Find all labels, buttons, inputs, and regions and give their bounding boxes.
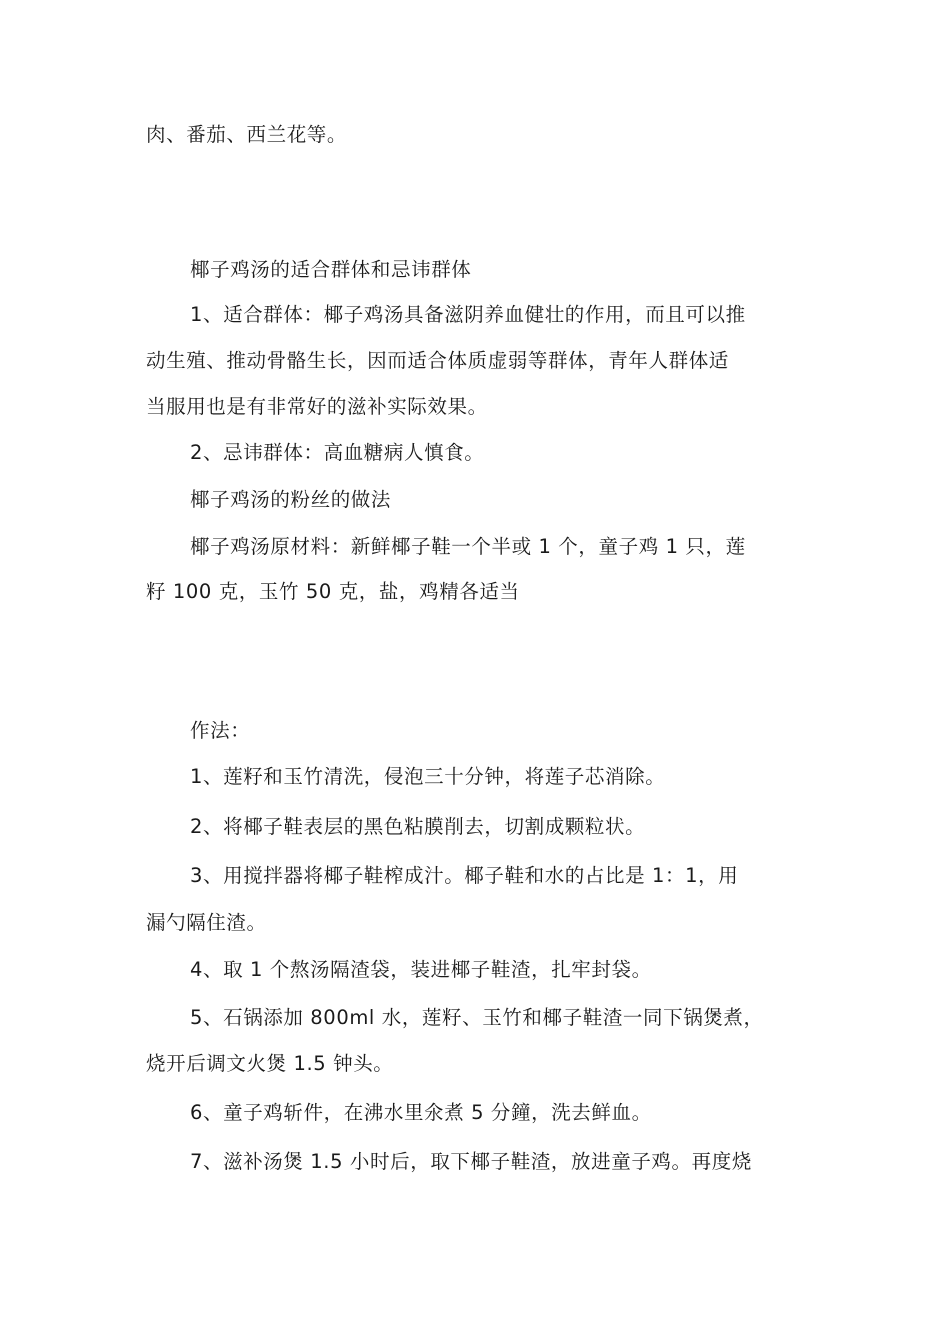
paragraph-line: 籽 100 克，玉竹 50 克，盐，鸡精各适当	[146, 580, 520, 603]
step-line: 3、用搅拌器将椰子鞋榨成汁。椰子鞋和水的占比是 1：1，用	[190, 864, 739, 887]
step-line: 漏勺隔住渣。	[146, 911, 267, 934]
section-heading-recipe: 椰子鸡汤的粉丝的做法	[190, 488, 392, 511]
step-line: 2、将椰子鞋表层的黑色粘膜削去，切割成颗粒状。	[190, 815, 646, 838]
step-line: 6、童子鸡斩件，在沸水里氽煮 5 分鐘，洗去鲜血。	[190, 1101, 652, 1124]
section-heading-method: 作法：	[190, 719, 251, 742]
paragraph-continuation: 肉、番茄、西兰花等。	[146, 123, 348, 146]
paragraph-line: 动生殖、推动骨骼生长，因而适合体质虚弱等群体，青年人群体适	[146, 349, 729, 372]
step-line: 7、滋补汤煲 1.5 小时后，取下椰子鞋渣，放进童子鸡。再度烧	[190, 1150, 752, 1173]
paragraph-line: 当服用也是有非常好的滋补实际效果。	[146, 395, 488, 418]
step-line: 1、莲籽和玉竹清洗，侵泡三十分钟，将莲子芯消除。	[190, 765, 666, 788]
paragraph-line: 椰子鸡汤原材料：新鲜椰子鞋一个半或 1 个，童子鸡 1 只，莲	[190, 535, 746, 558]
section-heading-suitable-groups: 椰子鸡汤的适合群体和忌讳群体	[190, 258, 472, 281]
paragraph-line: 1、适合群体：椰子鸡汤具备滋阴养血健壮的作用，而且可以推	[190, 303, 746, 326]
step-line: 5、石锅添加 800ml 水，莲籽、玉竹和椰子鞋渣一同下锅煲煮，	[190, 1006, 764, 1029]
paragraph-line: 2、忌讳群体：高血糖病人慎食。	[190, 441, 485, 464]
step-line: 烧开后调文火煲 1.5 钟头。	[146, 1052, 394, 1075]
step-line: 4、取 1 个熬汤隔渣袋，装进椰子鞋渣，扎牢封袋。	[190, 958, 652, 981]
